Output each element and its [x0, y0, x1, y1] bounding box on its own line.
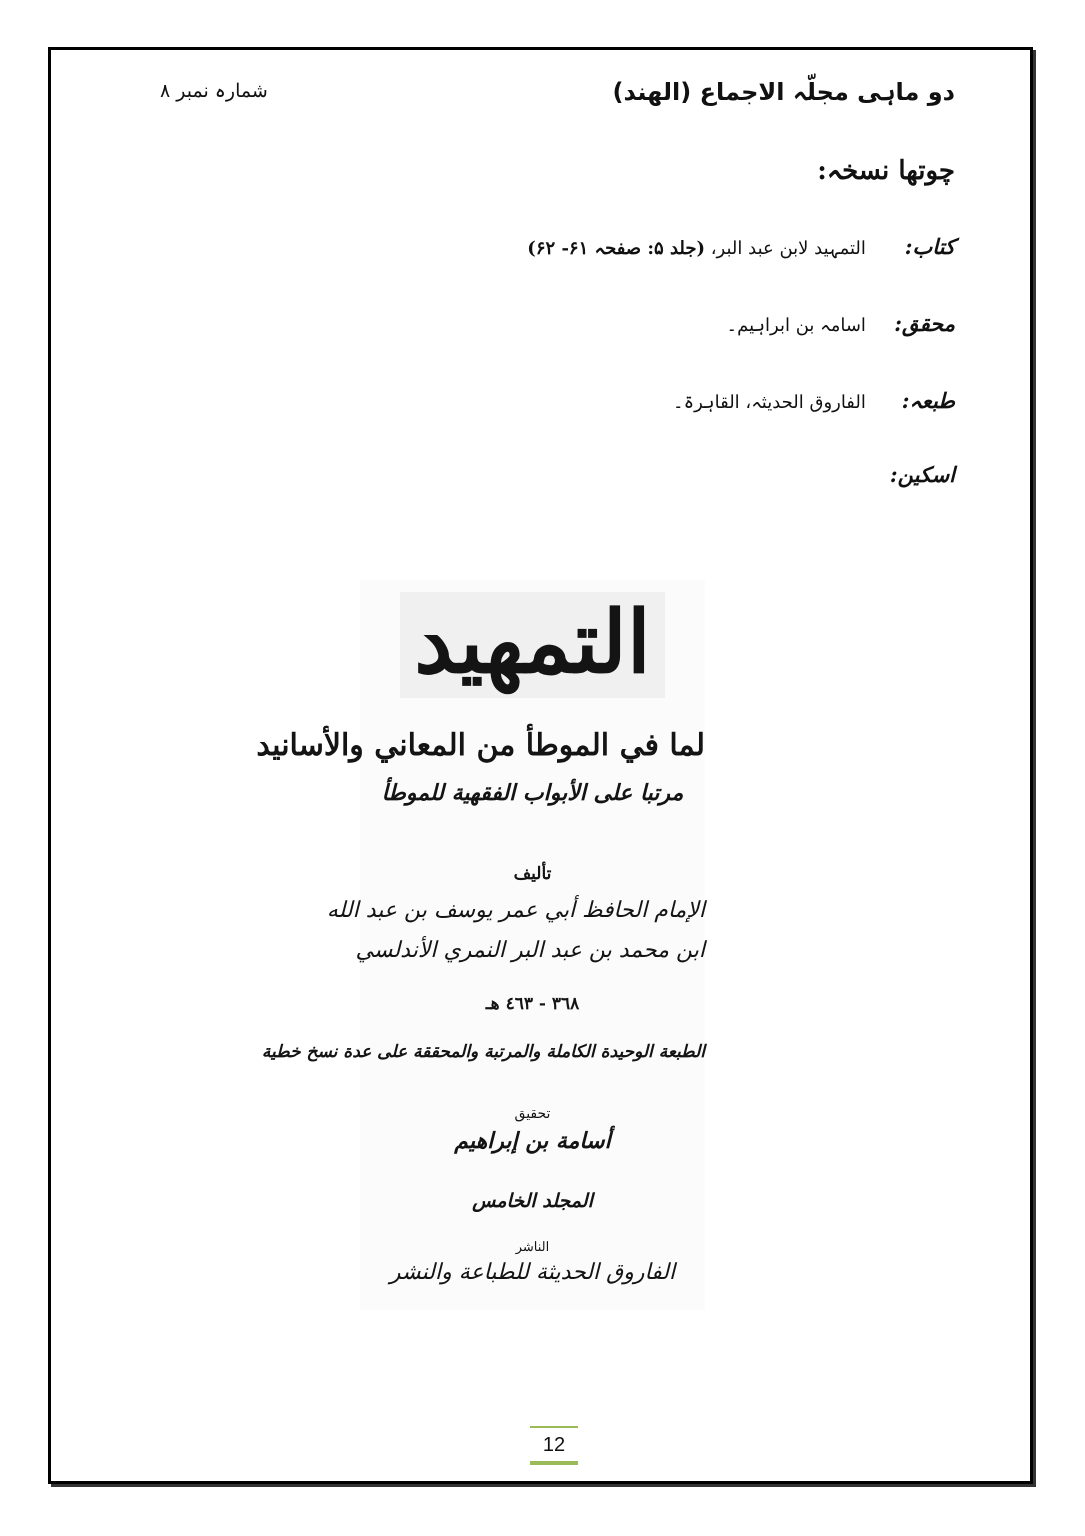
editor-value: اسامہ بن ابراہیم۔	[726, 315, 866, 336]
page-number: 12	[530, 1426, 578, 1457]
scan-publisher: الفاروق الحديثة للطباعة والنشر	[389, 1260, 676, 1285]
book-reference: (جلد ۵: صفحہ ۶۱- ۶۲)	[527, 238, 705, 259]
scan-publisher-label: الناشر	[515, 1240, 550, 1255]
scan-author-line-1: الإمام الحافظ أبي عمر يوسف بن عبد الله	[326, 898, 705, 923]
scan-label: اسکین:	[889, 462, 955, 487]
scan-subtitle: لما في الموطأ من المعاني والأسانيد	[256, 728, 705, 763]
scan-edition: الطبعة الوحيدة الكاملة والمرتبة والمحققة على عدة نسخ خطية	[261, 1042, 705, 1062]
journal-title: دو ماہی مجلّہ الاجماع (الھند)	[612, 78, 955, 106]
print-value: الفاروق الحدیثہ، القاہرۃ۔	[673, 392, 866, 413]
scan-editor-label: تحقيق	[514, 1106, 551, 1122]
scanned-title-page	[256, 580, 705, 1310]
editor-label: محقق:	[894, 311, 955, 336]
scan-title: التمهيد	[400, 592, 665, 698]
scan-author-line-2: ابن محمد بن عبد البر النمري الأندلسي	[355, 938, 705, 963]
scan-volume: المجلد الخامس	[472, 1190, 593, 1212]
scan-editor: أسامة بن إبراهيم	[454, 1128, 611, 1154]
editor-row	[727, 311, 955, 336]
scan-subtitle-2: مرتبا على الأبواب الفقهية للموطأ	[381, 780, 684, 806]
section-heading: چوتھا نسخہ:	[817, 156, 955, 186]
scan-dates: ٣٦٨ - ٤٦٣ هـ	[485, 994, 580, 1014]
print-row	[673, 388, 955, 413]
page-header	[0, 78, 1085, 118]
book-value	[527, 238, 866, 259]
print-label: طبعہ:	[901, 388, 955, 413]
book-title: التمہید لابن عبد البر،	[710, 238, 866, 259]
issue-number: شمارہ نمبر ۸	[160, 80, 268, 102]
book-label: کتاب:	[904, 234, 955, 259]
scan-row	[885, 462, 955, 487]
scan-author-label: تأليف	[513, 864, 552, 884]
book-row	[527, 234, 955, 259]
